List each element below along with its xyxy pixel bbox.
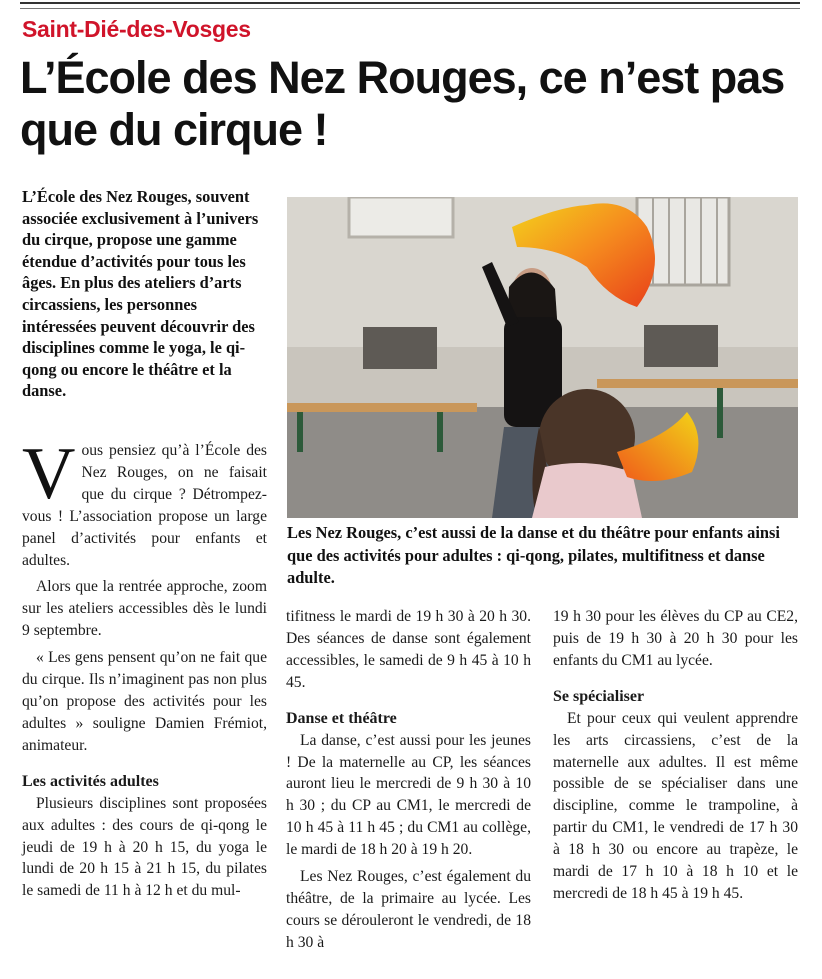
kicker-location: Saint-Dié-des-Vosges	[22, 16, 251, 42]
top-rule	[20, 2, 800, 4]
body-paragraph: Alors que la rentrée approche, zoom sur les ateliers accessibles dès le lundi 9 septembre.	[22, 578, 267, 640]
article-photo	[287, 197, 798, 518]
column-2	[286, 606, 531, 954]
subheading-danse-theatre: Danse et théâtre	[286, 709, 397, 727]
body-paragraph: Les Nez Rouges, c’est également du théâtre, de la primaire au lycée. Les cours se dérouleront le vendredi, de 18 h 30 à	[286, 868, 531, 951]
body-paragraph: La danse, c’est aussi pour les jeunes ! De la maternelle au CP, les séances auront lieu le mercredi de 9 h 30 à 10 h 30 ; du CP au CM1, le mercredi de 10 h 45 à 11 h 45 ; du CM1 au collège, le mardi de 18 h 20 à 19 h 20.	[286, 731, 531, 859]
lead-paragraph: L’École des Nez Rouges, souvent associée exclusivement à l’univers du cirque, propose une gamme étendue d’activités pour tous les âges. En plus des ateliers d’arts circassiens, les personnes intéressées peuvent découvrir des disciplines comme le yoga, le qi-qong ou encore le théâtre et la danse.	[22, 187, 259, 401]
body-paragraph: tifitness le mardi de 19 h 30 à 20 h 30. Des séances de danse sont également accessibles, le samedi de 9 h 45 à 10 h 45.	[286, 608, 531, 691]
intro-paragraph	[22, 433, 267, 571]
subheading-activites-adultes: Les activités adultes	[22, 772, 159, 790]
quote-paragraph: « Les gens pensent qu’on ne fait que du cirque. Ils n’imaginent pas non plus qu’on propose des activités pour les adultes » souligne Damien Frémiot, animateur.	[22, 649, 267, 754]
body-paragraph: 19 h 30 pour les élèves du CP au CE2, puis de 19 h 30 à 20 h 30 pour les enfants du CM1 au lycée.	[553, 608, 798, 669]
column-1	[22, 433, 267, 902]
column-3	[553, 606, 798, 905]
headline: L’École des Nez Rouges, ce n’est pas que du cirque !	[20, 52, 785, 155]
intro-text: ous pensiez qu’à l’École des Nez Rouges, on ne faisait que du cirque ? Détrompez-vous ! L’association propose un large panel d’activités pour enfants et adultes.	[22, 442, 267, 569]
photo-dancer-with-silk-veils-icon	[287, 197, 798, 518]
photo-caption: Les Nez Rouges, c’est aussi de la danse et du théâtre pour enfants ainsi que des activités pour adultes : qi-qong, pilates, multifitness et danse adulte.	[287, 523, 780, 587]
top-rule-thin	[20, 8, 800, 9]
drop-cap: V	[22, 433, 76, 515]
body-paragraph: Plusieurs disciplines sont proposées aux adultes : des cours de qi-qong le jeudi de 19 h à 20 h 15, du yoga le lundi de 20 h 15 à 21 h 15, du pilates le samedi de 11 h à 12 h et du mul-	[22, 794, 267, 900]
subheading-se-specialiser: Se spécialiser	[553, 687, 645, 705]
body-paragraph: Et pour ceux qui veulent apprendre les arts circassiens, c’est de la maternelle aux adultes. Il est même possible de se spécialiser dans une discipline, comme le trampoline, à partir du CM1, le vendredi de 17 h 30 à 18 h 30 ou encore au trapèze, le mardi de 17 h 10 à 18 h 10 et le mercredi de 18 h 45 à 19 h 45.	[553, 709, 798, 902]
